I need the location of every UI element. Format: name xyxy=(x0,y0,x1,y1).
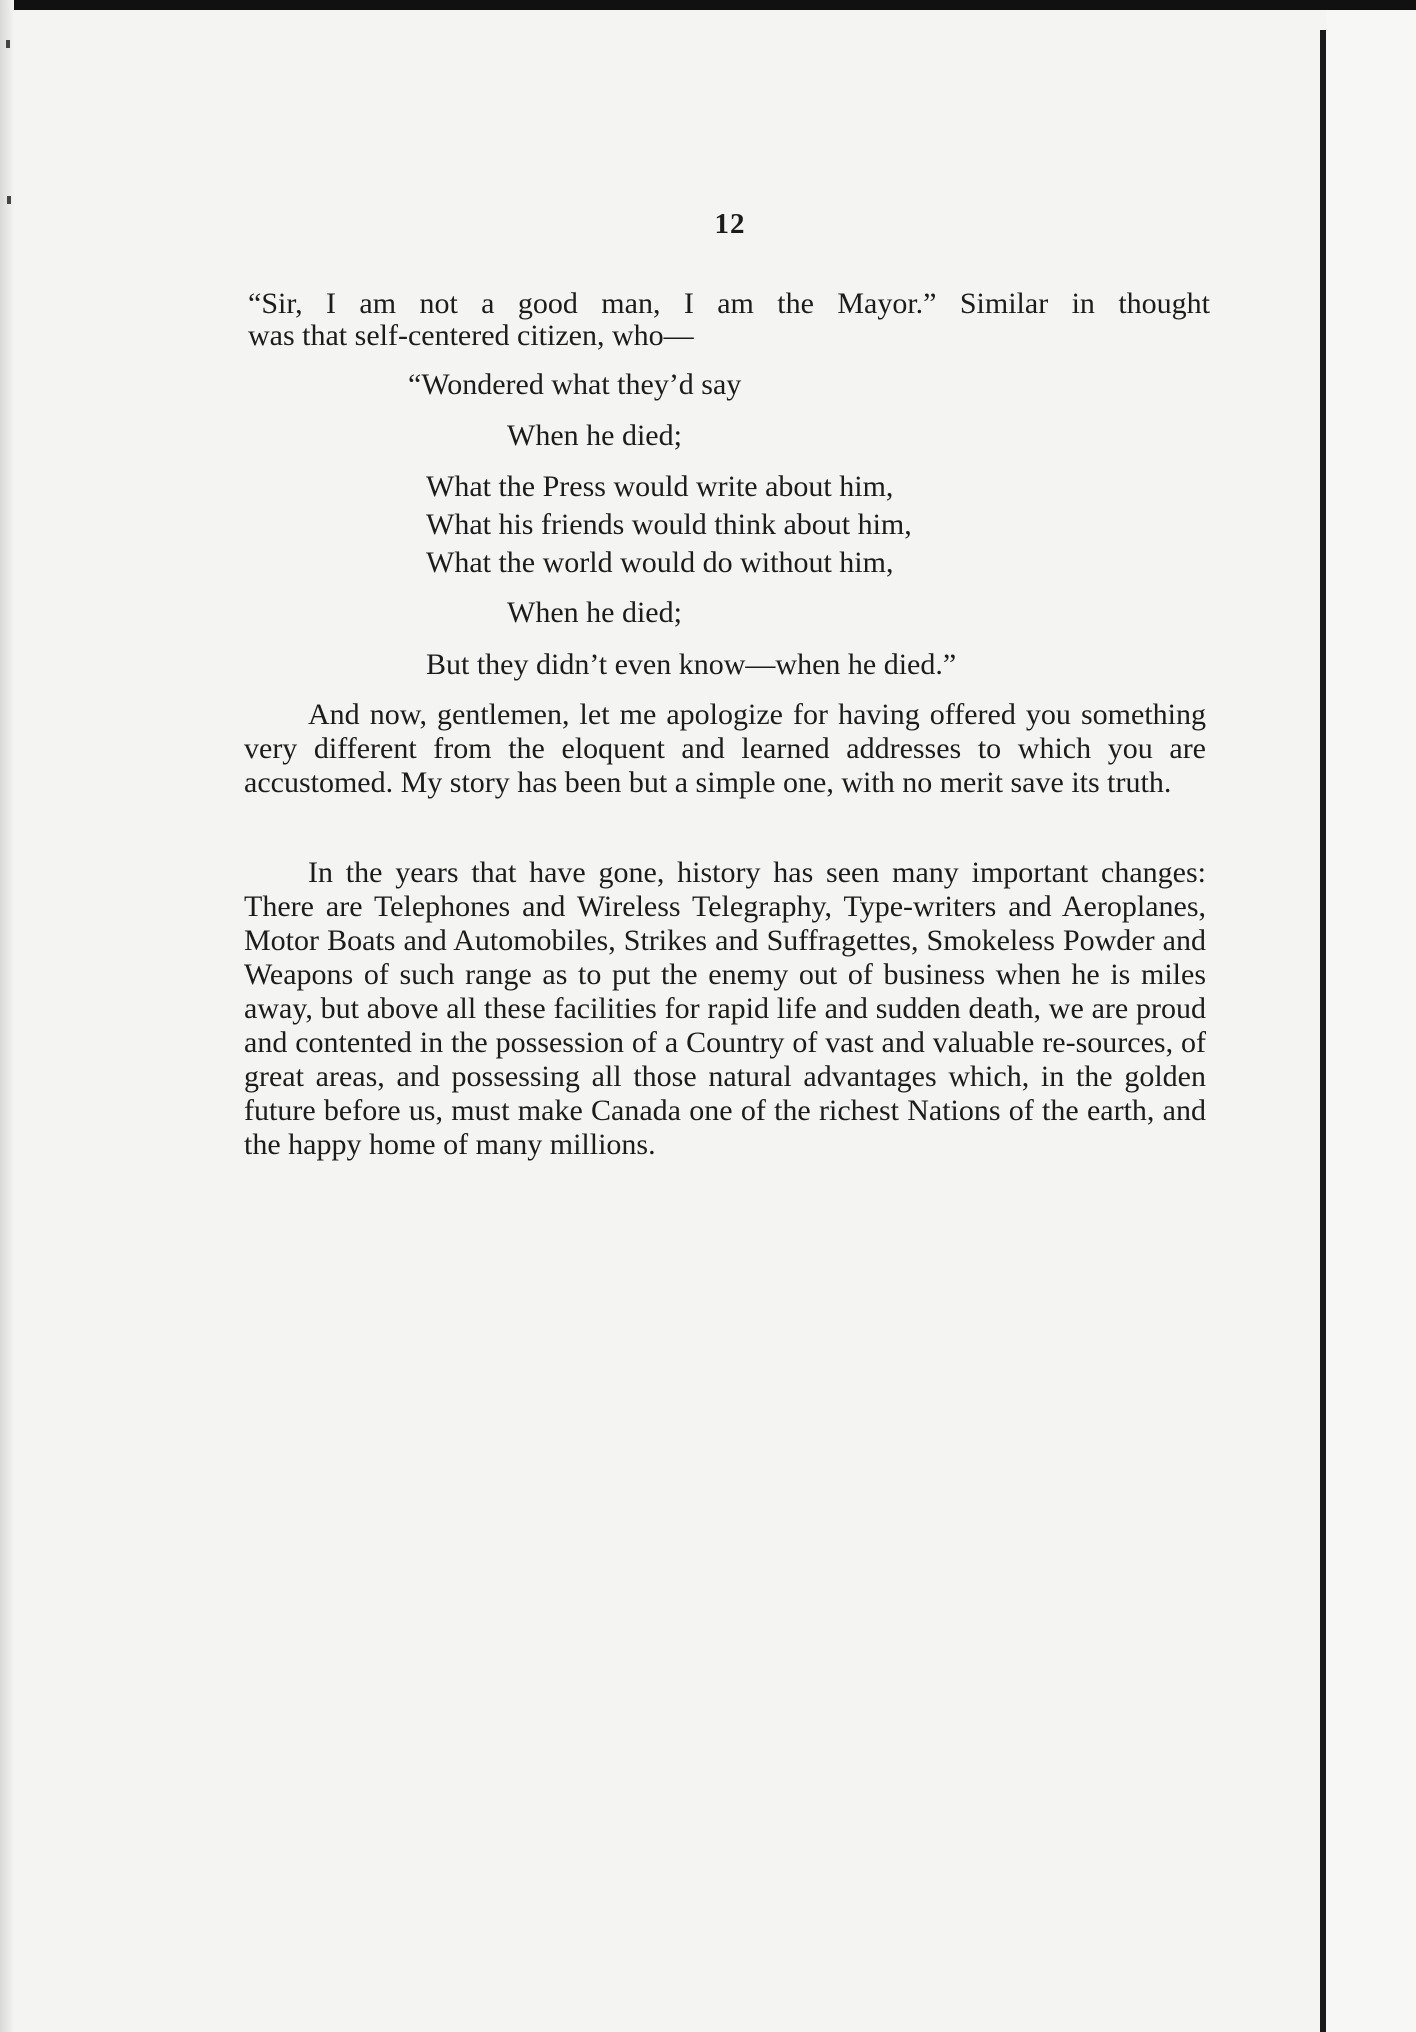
poem-line: What his friends would think about him, xyxy=(426,508,912,541)
poem-line: What the world would do without him, xyxy=(426,546,894,579)
scan-page-edge xyxy=(1320,30,1326,2032)
scan-speck xyxy=(7,196,11,204)
poem-line: When he died; xyxy=(507,419,682,452)
paragraph-line: “Sir, I am not a good man, I am the Mayor.” Similar in thought xyxy=(248,287,1210,320)
poem-line: “Wondered what they’d say xyxy=(408,368,742,401)
scan-speck xyxy=(6,40,10,48)
scan-right-margin xyxy=(1326,10,1416,2032)
poem-line: What the Press would write about him, xyxy=(426,470,894,503)
page-number: 12 xyxy=(714,208,746,240)
body-paragraph-apology: And now, gentlemen, let me apologize for having offered you something very different from the eloquent and learned addresses to which you are accustomed. My story has been but a simple one, with no merit save its truth. xyxy=(244,698,1206,799)
scan-top-border xyxy=(0,0,1416,10)
paragraph-line: was that self-centered citizen, who— xyxy=(248,319,694,352)
poem-line: But they didn’t even know—when he died.” xyxy=(426,648,957,681)
scan-left-shadow xyxy=(0,0,14,2032)
body-paragraph-changes: In the years that have gone, history has seen many important changes: There are Telephones and Wireless Telegraphy, Type-writers and Aeroplanes, Motor Boats and Automobiles, Strikes and Suffragettes, Smokeless Powder and Weapons of such range as to put the enemy out of business when he is miles away, but above all these facilities for rapid life and sudden death, we are proud and contented in the possession of a Country of vast and valuable re-sources, of great areas, and possessing all those natural advantages which, in the golden future before us, must make Canada one of the richest Nations of the earth, and the happy home of many millions. xyxy=(244,856,1206,1161)
poem-line: When he died; xyxy=(507,596,682,629)
